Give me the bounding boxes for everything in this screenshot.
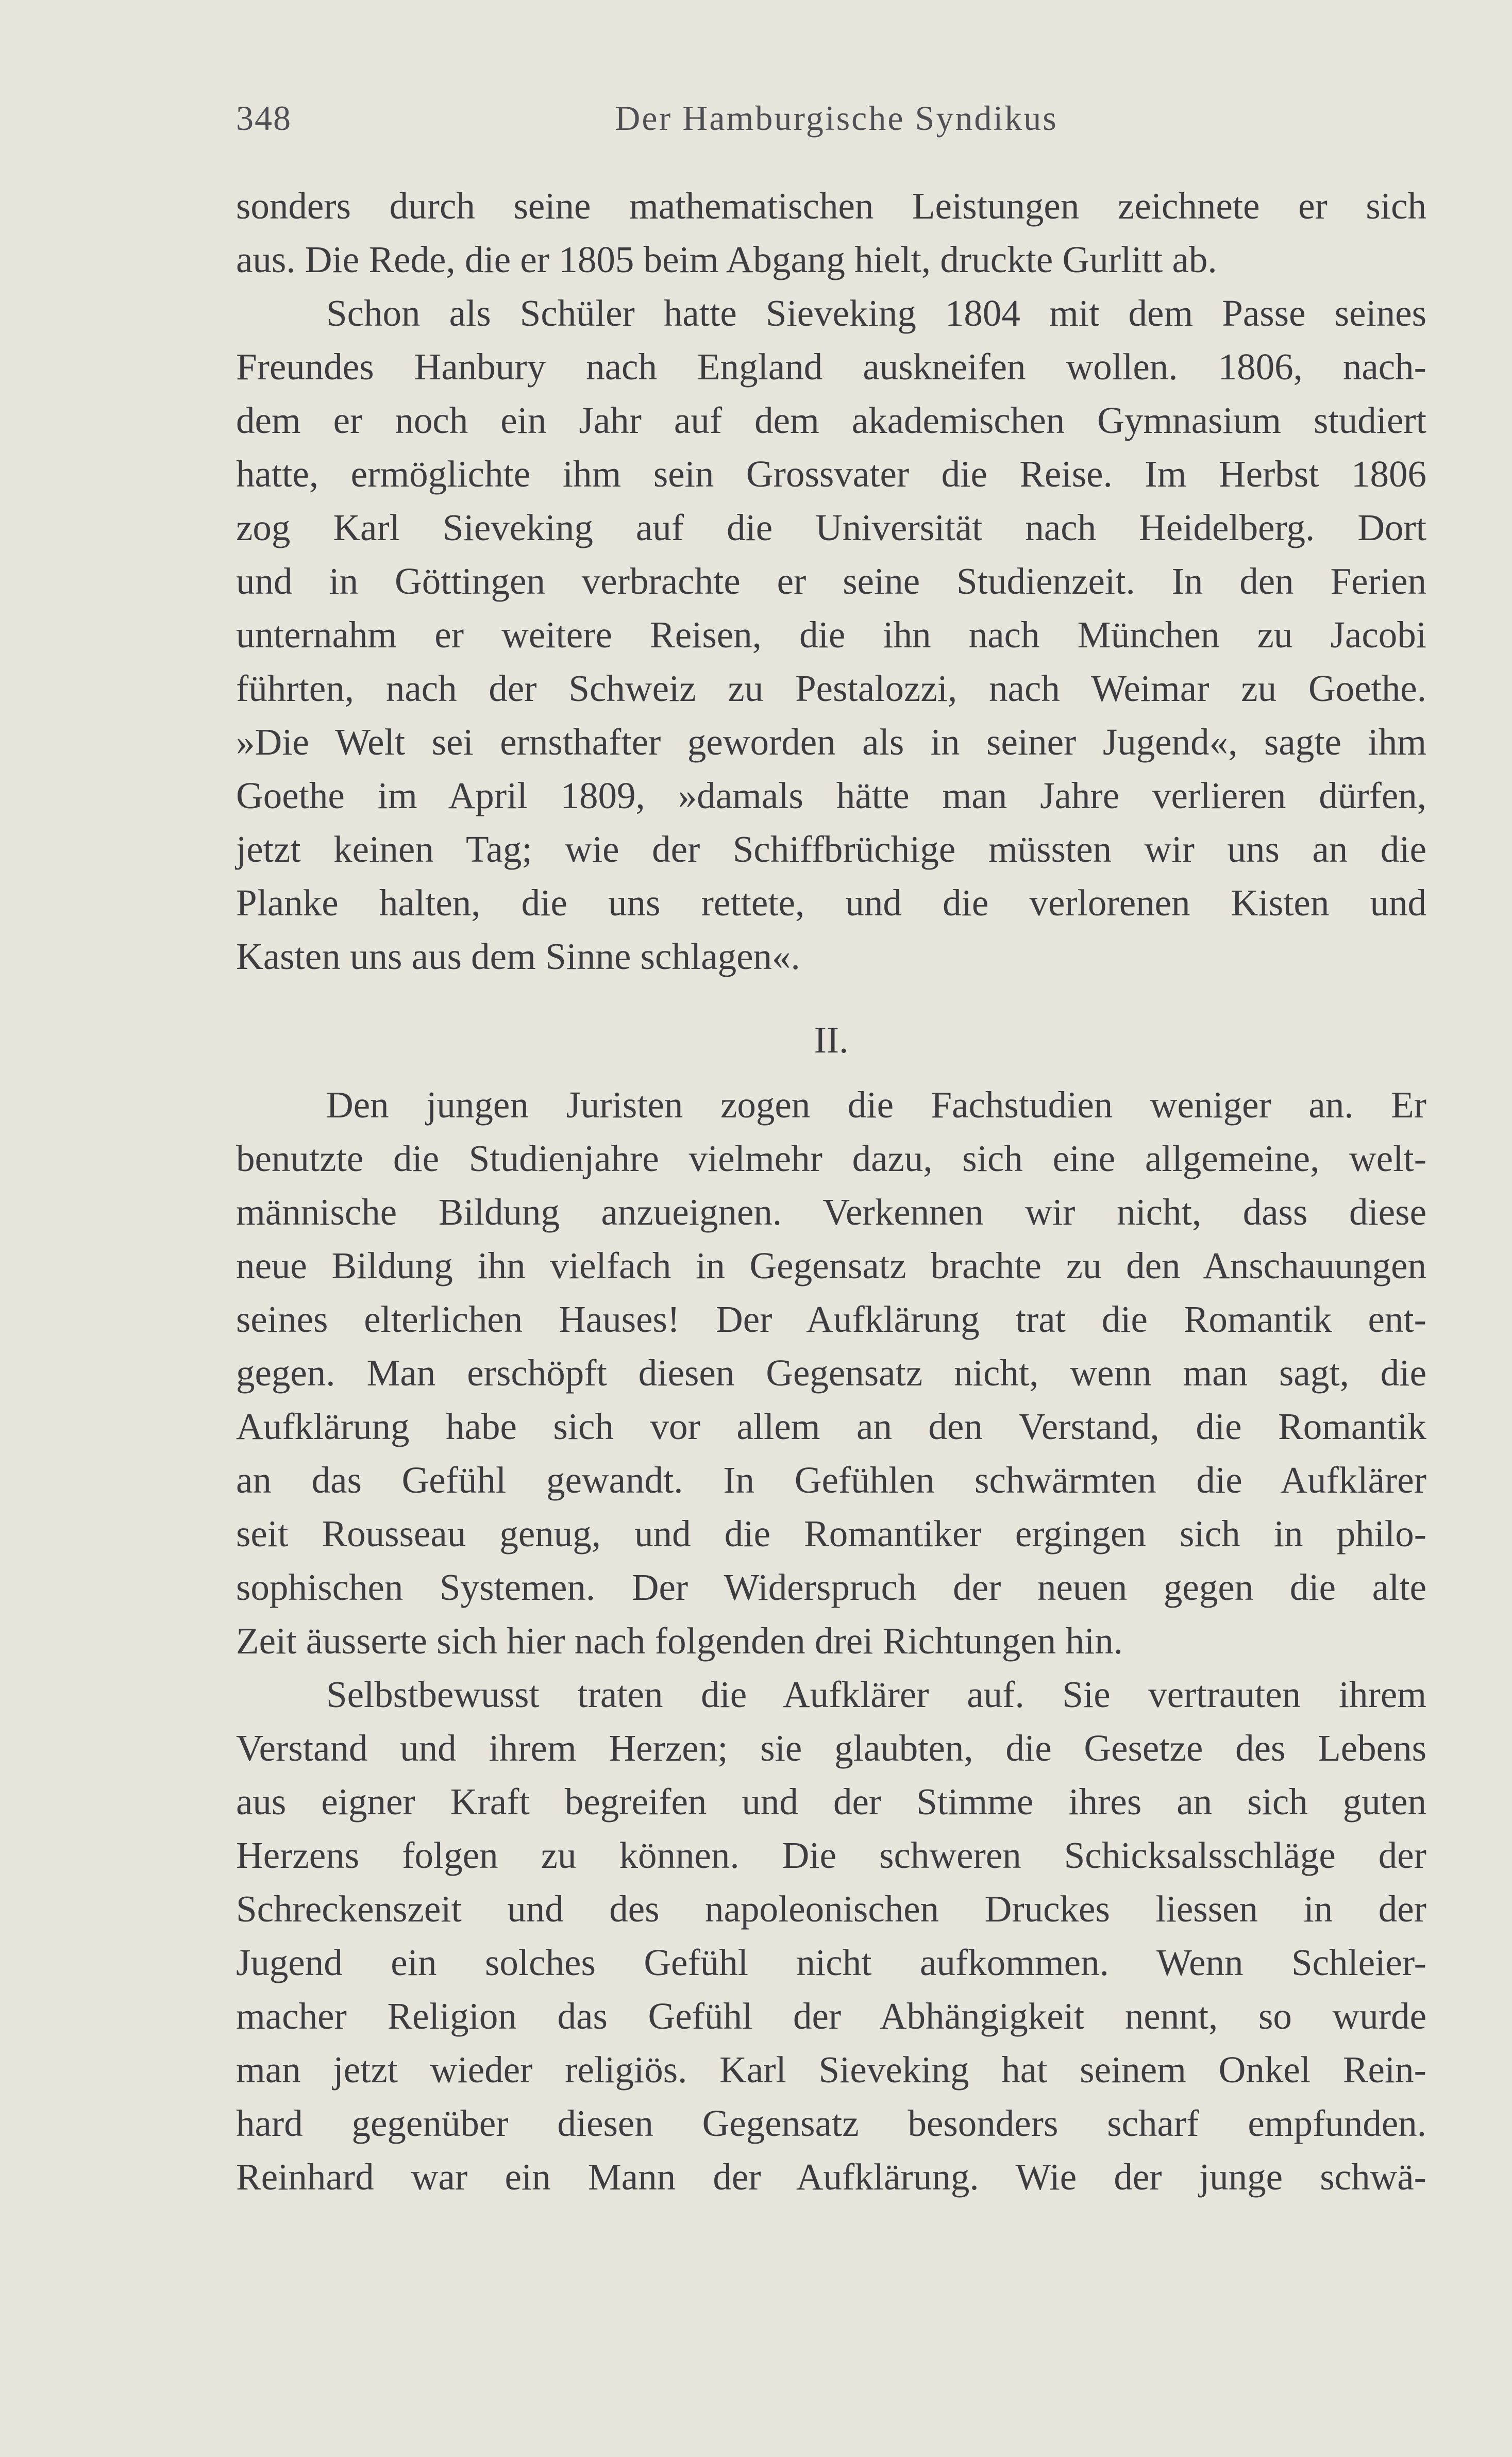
text-line: zog Karl Sieveking auf die Universität nach Heidelberg. Dort	[236, 507, 1426, 548]
page-number: 348	[236, 98, 292, 138]
text-line: unternahm er weitere Reisen, die ihn nach München zu Jacobi	[236, 614, 1426, 656]
text-line: Planke halten, die uns rettete, und die verlorenen Kisten und	[236, 882, 1426, 924]
text-line: Schon als Schüler hatte Sieveking 1804 mit dem Passe seines	[326, 292, 1426, 334]
text-line: Goethe im April 1809, »damals hätte man Jahre verlieren dürfen,	[236, 775, 1426, 816]
text-line: hatte, ermöglichte ihm sein Grossvater die Reise. Im Herbst 1806	[236, 453, 1426, 495]
text-line: aus. Die Rede, die er 1805 beim Abgang hielt, druckte Gurlitt ab.	[236, 239, 1217, 280]
text-line: Reinhard war ein Mann der Aufklärung. Wie der junge schwä-	[236, 2156, 1426, 2198]
text-line: macher Religion das Gefühl der Abhängigkeit nennt, so wurde	[236, 1995, 1426, 2037]
body-text	[236, 179, 1426, 2204]
section-heading: II.	[814, 1019, 849, 1061]
text-line: Freundes Hanbury nach England auskneifen wollen. 1806, nach-	[236, 346, 1426, 388]
text-line: Jugend ein solches Gefühl nicht aufkommen. Wenn Schleier-	[236, 1942, 1426, 1983]
text-line: hard gegenüber diesen Gegensatz besonders scharf empfunden.	[236, 2102, 1426, 2144]
paragraph	[236, 1078, 1426, 1668]
text-line: Kasten uns aus dem Sinne schlagen«.	[236, 935, 800, 977]
text-line: Selbstbewusst traten die Aufklärer auf. Sie vertrauten ihrem	[326, 1674, 1426, 1715]
text-line: jetzt keinen Tag; wie der Schiffbrüchige müssten wir uns an die	[236, 828, 1426, 870]
text-line: neue Bildung ihn vielfach in Gegensatz brachte zu den Anschauungen	[236, 1245, 1426, 1286]
text-line: führten, nach der Schweiz zu Pestalozzi, nach Weimar zu Goethe.	[236, 667, 1426, 709]
text-line: an das Gefühl gewandt. In Gefühlen schwärmten die Aufklärer	[236, 1459, 1426, 1501]
text-line: und in Göttingen verbrachte er seine Studienzeit. In den Ferien	[236, 560, 1426, 602]
text-line: sophischen Systemen. Der Widerspruch der neuen gegen die alte	[236, 1566, 1426, 1608]
paragraph	[236, 179, 1426, 287]
paragraph	[236, 1668, 1426, 2204]
text-line: Zeit äusserte sich hier nach folgenden drei Richtungen hin.	[236, 1620, 1123, 1662]
paragraph	[236, 287, 1426, 983]
text-line: Herzens folgen zu können. Die schweren Schicksalsschläge der	[236, 1834, 1426, 1876]
text-line: gegen. Man erschöpft diesen Gegensatz nicht, wenn man sagt, die	[236, 1352, 1426, 1394]
text-line: Den jungen Juristen zogen die Fachstudien weniger an. Er	[326, 1084, 1426, 1126]
text-line: Verstand und ihrem Herzen; sie glaubten, die Gesetze des Lebens	[236, 1727, 1426, 1769]
text-line: männische Bildung anzueignen. Verkennen wir nicht, dass diese	[236, 1191, 1426, 1233]
text-line: man jetzt wieder religiös. Karl Sieveking hat seinem Onkel Rein-	[236, 2049, 1426, 2091]
text-line: seines elterlichen Hauses! Der Aufklärung trat die Romantik ent-	[236, 1298, 1426, 1340]
text-line: »Die Welt sei ernsthafter geworden als in seiner Jugend«, sagte ihm	[236, 721, 1426, 763]
text-line: dem er noch ein Jahr auf dem akademischen Gymnasium studiert	[236, 399, 1426, 441]
page-header	[236, 98, 1437, 155]
text-line: aus eigner Kraft begreifen und der Stimme ihres an sich guten	[236, 1781, 1426, 1823]
text-line: Schreckenszeit und des napoleonischen Druckes liessen in der	[236, 1888, 1426, 1930]
running-title: Der Hamburgische Syndikus	[615, 98, 1058, 138]
text-line: sonders durch seine mathematischen Leistungen zeichnete er sich	[236, 185, 1426, 227]
text-line: seit Rousseau genug, und die Romantiker ergingen sich in philo-	[236, 1513, 1426, 1555]
text-line: Aufklärung habe sich vor allem an den Verstand, die Romantik	[236, 1406, 1426, 1447]
text-line: benutzte die Studienjahre vielmehr dazu, sich eine allgemeine, welt-	[236, 1138, 1426, 1179]
